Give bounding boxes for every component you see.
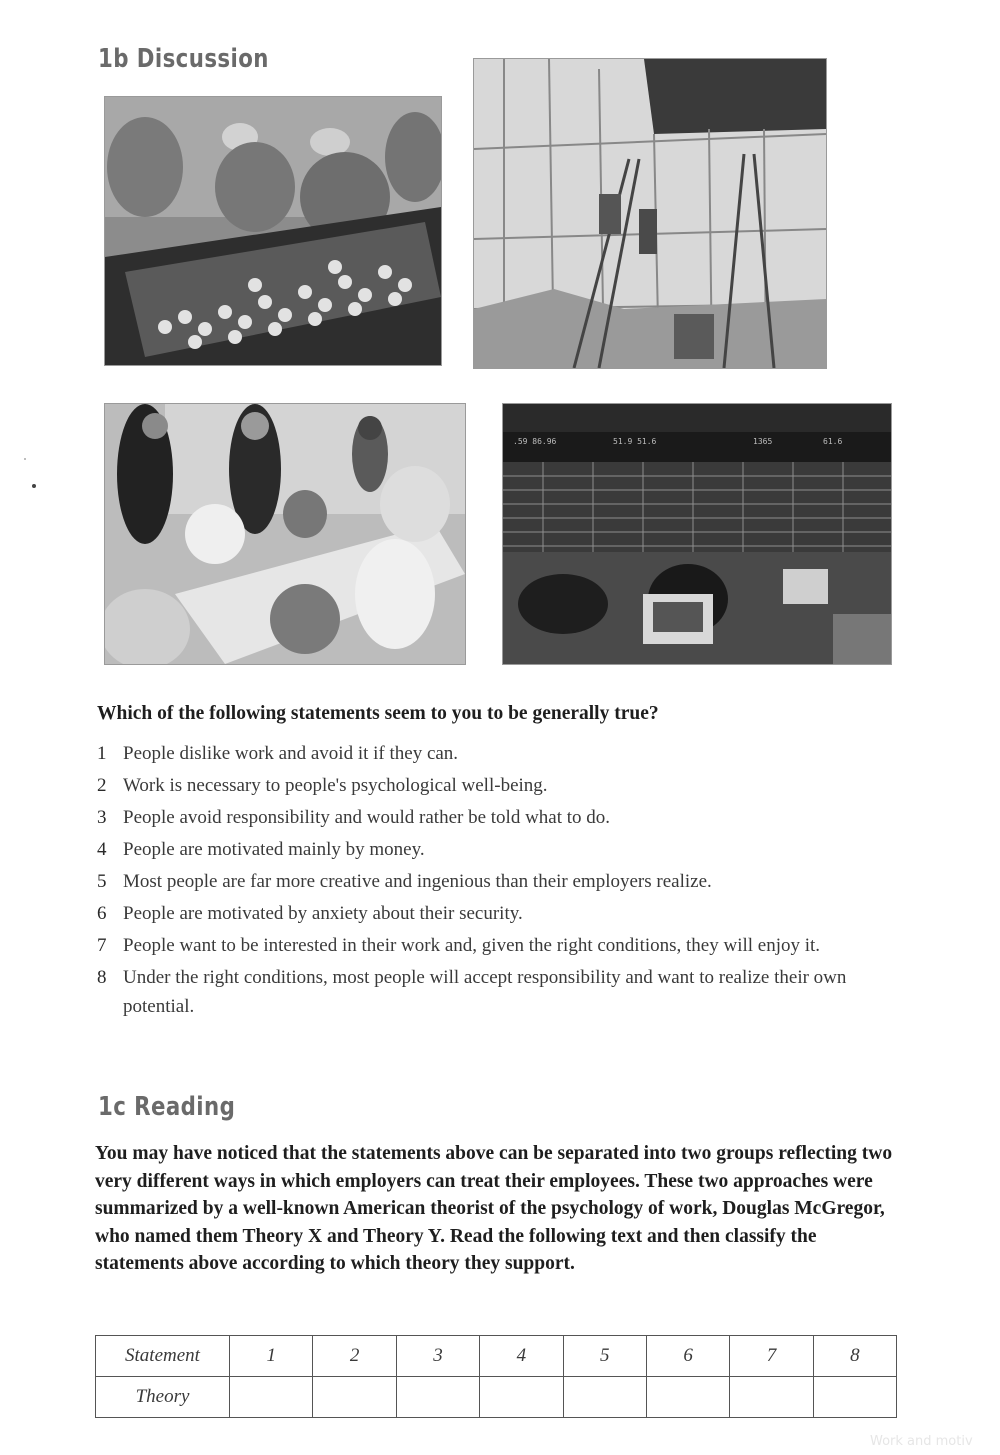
statement-item bbox=[97, 900, 897, 929]
statement-column-header: 8 bbox=[813, 1336, 896, 1377]
statement-number: 8 bbox=[97, 967, 107, 988]
statement-item bbox=[97, 772, 897, 801]
section-1c-title: Reading bbox=[134, 1092, 236, 1122]
statement-column-header: 3 bbox=[396, 1336, 479, 1377]
photo-conveyor-belt-workers bbox=[104, 96, 442, 366]
theory-answer-cell[interactable] bbox=[730, 1377, 813, 1418]
photo-window-cleaners bbox=[473, 58, 827, 369]
statement-number: 3 bbox=[97, 807, 107, 828]
theory-answer-cell[interactable] bbox=[313, 1377, 396, 1418]
trading-floor-photo-icon bbox=[503, 404, 891, 664]
statement-item bbox=[97, 932, 897, 961]
svg-text:1365: 1365 bbox=[753, 437, 773, 446]
statement-text: Work is necessary to people's psychological well-being. bbox=[123, 775, 548, 796]
statement-text: People avoid responsibility and would rather be told what to do. bbox=[123, 807, 611, 828]
statement-text: Under the right conditions, most people will accept responsibility and want to realize their own potential. bbox=[123, 967, 847, 1017]
statement-item bbox=[97, 836, 897, 865]
theory-classification-table bbox=[95, 1335, 897, 1418]
statement-text: People are motivated by anxiety about their security. bbox=[123, 903, 523, 924]
section-1b-number: 1b bbox=[98, 44, 129, 74]
statement-text: People dislike work and avoid it if they can. bbox=[123, 743, 459, 764]
conveyor-belt-workers-photo-icon bbox=[105, 97, 441, 365]
theory-answer-cell[interactable] bbox=[813, 1377, 896, 1418]
theory-answer-cell[interactable] bbox=[396, 1377, 479, 1418]
section-1c-heading bbox=[98, 1092, 235, 1122]
statement-row bbox=[96, 1336, 897, 1377]
section-1c-number: 1c bbox=[98, 1092, 127, 1122]
statement-column-header: 1 bbox=[230, 1336, 313, 1377]
statement-column-header: 7 bbox=[730, 1336, 813, 1377]
svg-text:51.9 51.6: 51.9 51.6 bbox=[613, 437, 657, 446]
stray-dot-small bbox=[24, 458, 26, 460]
svg-text:61.6: 61.6 bbox=[823, 437, 843, 446]
photo-office-meeting bbox=[104, 403, 466, 665]
statement-item bbox=[97, 804, 897, 833]
statement-number: 7 bbox=[97, 935, 107, 956]
statement-row-label: Statement bbox=[96, 1336, 230, 1377]
statement-number: 5 bbox=[97, 871, 107, 892]
photo-trading-floor bbox=[502, 403, 892, 665]
theory-answer-cell[interactable] bbox=[563, 1377, 646, 1418]
statement-column-header: 5 bbox=[563, 1336, 646, 1377]
discussion-question: Which of the following statements seem to you to be generally true? bbox=[97, 703, 659, 724]
theory-answer-cell[interactable] bbox=[646, 1377, 729, 1418]
statement-number: 2 bbox=[97, 775, 107, 796]
statement-column-header: 6 bbox=[646, 1336, 729, 1377]
statement-text: People want to be interested in their work and, given the right conditions, they will enjoy it. bbox=[123, 935, 821, 956]
statement-number: 4 bbox=[97, 839, 107, 860]
statement-text: Most people are far more creative and ingenious than their employers realize. bbox=[123, 871, 712, 892]
statement-number: 1 bbox=[97, 743, 107, 764]
theory-answer-cell[interactable] bbox=[230, 1377, 313, 1418]
theory-row bbox=[96, 1377, 897, 1418]
section-1b-title: Discussion bbox=[136, 44, 269, 74]
statements-list bbox=[97, 740, 897, 1025]
statement-item bbox=[97, 868, 897, 897]
page-footer: Work and motiv bbox=[870, 1434, 973, 1449]
svg-text:.59 86.96: .59 86.96 bbox=[513, 437, 557, 446]
statement-column-header: 2 bbox=[313, 1336, 396, 1377]
statement-text: People are motivated mainly by money. bbox=[123, 839, 425, 860]
theory-row-label: Theory bbox=[96, 1377, 230, 1418]
reading-intro: You may have noticed that the statements above can be separated into two groups reflecting two very different ways in which employers can treat their employees. These two approaches were summarized by a well-known American theorist of the psychology of work, Douglas McGregor, who named them Theory X and Theory Y. Read the following text and then classify the statements above according to which theory they support. bbox=[95, 1143, 893, 1274]
theory-answer-cell[interactable] bbox=[480, 1377, 563, 1418]
statement-item bbox=[97, 964, 897, 1021]
stray-dot bbox=[32, 484, 36, 488]
statement-number: 6 bbox=[97, 903, 107, 924]
statement-column-header: 4 bbox=[480, 1336, 563, 1377]
window-cleaners-ladders-photo-icon bbox=[474, 59, 826, 368]
section-1b-heading bbox=[98, 44, 269, 74]
statement-item bbox=[97, 740, 897, 769]
office-meeting-photo-icon bbox=[105, 404, 465, 664]
